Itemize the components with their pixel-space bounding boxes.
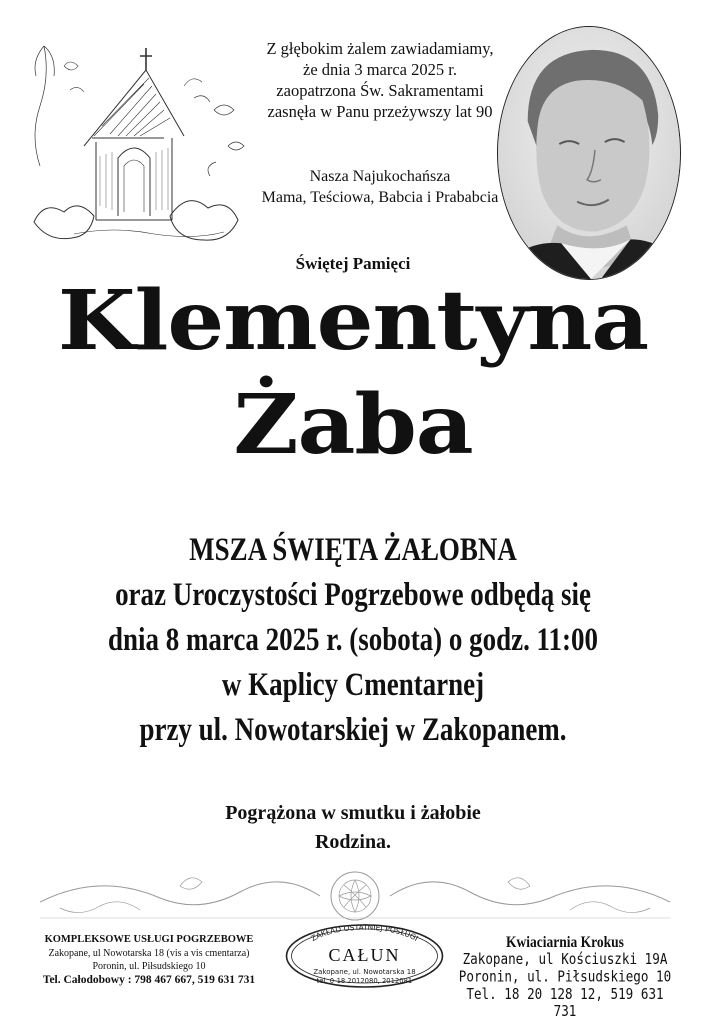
intro-line: zaopatrzona Św. Sakramentami bbox=[276, 81, 484, 100]
florist-address: Zakopane, ul Kościuszki 19A bbox=[462, 951, 668, 969]
florist-ad bbox=[459, 934, 671, 1020]
intro-line: zasnęła w Panu przeżywszy lat 90 bbox=[267, 102, 493, 121]
funeral-line: przy ul. Nowotarskiej w Zakopanem. bbox=[139, 712, 567, 748]
family-relation bbox=[250, 166, 510, 208]
florist-phone: Tel. 18 20 128 12, 519 631 731 bbox=[466, 985, 664, 1020]
funeral-line: oraz Uroczystości Pogrzebowe odbędą się bbox=[115, 577, 591, 613]
intro-line: że dnia 3 marca 2025 r. bbox=[303, 60, 457, 79]
stamp-name: CAŁUN bbox=[328, 945, 401, 965]
mourners bbox=[0, 799, 706, 857]
florist-address: Poronin, ul. Piłsudskiego 10 bbox=[458, 968, 672, 986]
funeral-line: dnia 8 marca 2025 r. (sobota) o godz. 11:00 bbox=[108, 622, 598, 658]
funeral-details bbox=[0, 528, 706, 753]
stamp-arc-text: ZAKŁAD OSTATNIEJ POSŁUGI bbox=[309, 922, 420, 943]
ad-title: KOMPLEKSOWE USŁUGI POGRZEBOWE bbox=[44, 934, 254, 945]
family-line: Mama, Teściowa, Babcia i Prababcia bbox=[261, 189, 499, 206]
memorial-heading: Świętej Pamięci bbox=[295, 254, 411, 273]
mourners-line: Pogrążona w smutku i żałobie bbox=[225, 802, 481, 824]
ad-address: Poronin, ul. Piłsudskiego 10 bbox=[92, 961, 206, 972]
ad-phone: Tel. Całodobowy : 798 467 667, 519 631 731 bbox=[42, 973, 256, 986]
ad-address: Zakopane, ul Nowotarska 18 (vis a vis cmentarza) bbox=[48, 947, 250, 959]
mourners-line: Rodzina. bbox=[314, 831, 392, 853]
calun-stamp bbox=[282, 922, 447, 990]
announcement-intro bbox=[250, 38, 510, 122]
intro-line: Z głębokim żalem zawiadamiamy, bbox=[266, 39, 494, 58]
funeral-line: w Kaplicy Cmentarnej bbox=[221, 667, 485, 703]
florist-title: Kwiaciarnia Krokus bbox=[506, 934, 624, 952]
stamp-address: Zakopane, ul. Nowotarska 18 bbox=[313, 968, 416, 976]
chapel-illustration bbox=[14, 26, 248, 248]
family-line: Nasza Najukochańsza bbox=[309, 168, 451, 185]
deceased-first-name: Klementyna bbox=[57, 273, 649, 369]
portrait-photo bbox=[497, 26, 681, 280]
deceased-last-name: Żaba bbox=[233, 377, 473, 473]
funeral-services-ad bbox=[8, 933, 290, 987]
stamp-phone: tel. 0-18 2012080, 2012081 bbox=[316, 977, 413, 985]
funeral-line: MSZA ŚWIĘTA ŻAŁOBNA bbox=[189, 532, 517, 568]
